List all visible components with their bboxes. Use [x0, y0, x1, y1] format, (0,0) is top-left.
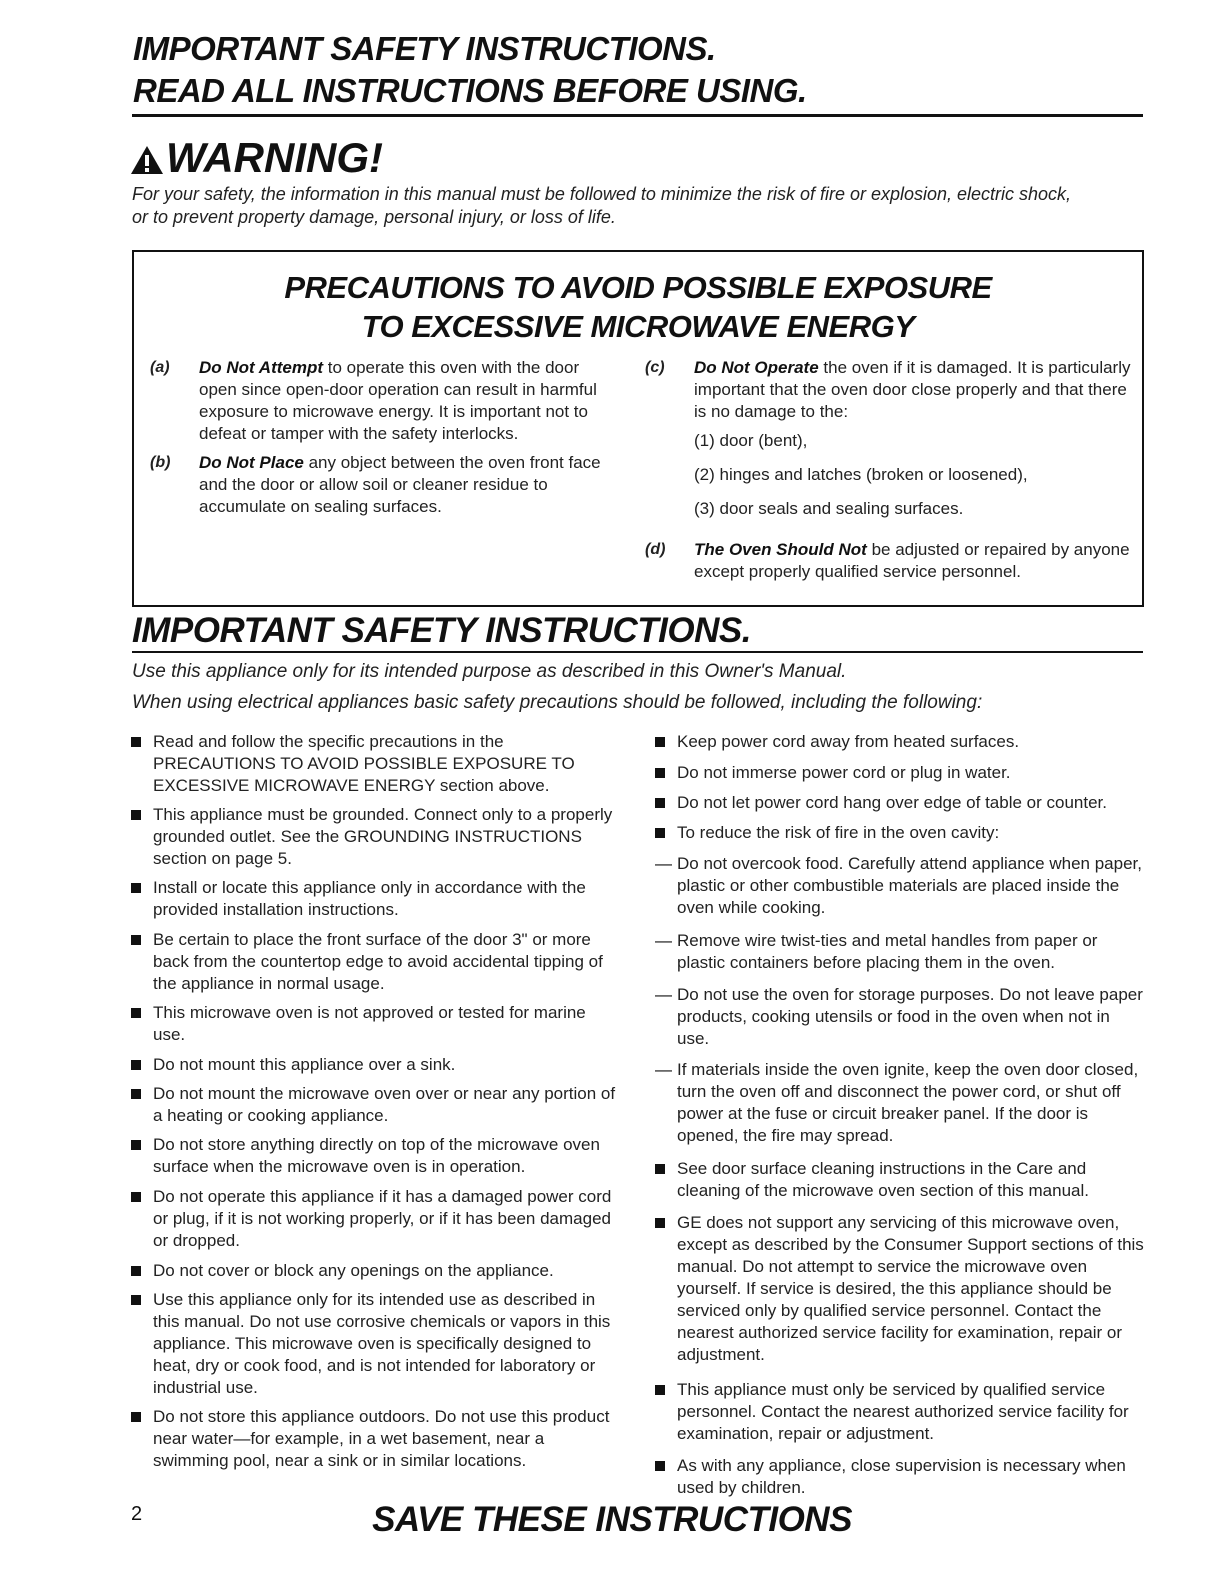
safety-sub-item: — Do not use the oven for storage purposes. Do not leave paper products, cooking utensils or food in the oven when not in use. [655, 985, 1143, 1048]
bullet-square-icon [131, 1089, 141, 1099]
precaution-text [694, 357, 1140, 423]
bullet-square-icon [131, 1266, 141, 1276]
bullet-square-icon [131, 1008, 141, 1018]
safety-list-item: GE does not support any servicing of this microwave oven, except as described by the Consumer Support sections of this manual. Do not attempt to service the microwave oven yourself. If service is desired, the this appliance should be serviced only by qualified service personnel. Contact the nearest authorized service facility for examination, repair or adjustment. [655, 1212, 1145, 1366]
dash-icon: — [655, 1060, 672, 1079]
precaution-letter: (c) [645, 359, 665, 376]
precaution-body: be adjusted or repaired by anyone except properly qualified service personnel. [694, 540, 1130, 581]
dash-icon: — [655, 854, 672, 873]
warning-heading [130, 133, 383, 183]
bullet-square-icon [131, 1295, 141, 1305]
safety-list-item: See door surface cleaning instructions in the Care and cleaning of the microwave oven section of this manual. [655, 1158, 1145, 1202]
warning-title: WARNING! [166, 134, 383, 181]
bullet-square-icon [131, 1412, 141, 1422]
bullet-square-icon [655, 1164, 665, 1174]
warning-triangle-icon [130, 144, 164, 176]
precaution-item [150, 452, 620, 522]
precaution-lead: The Oven Should Not [694, 540, 867, 559]
precaution-item [645, 357, 1140, 427]
precaution-text [694, 539, 1140, 583]
bullet-square-icon [655, 737, 665, 747]
header-title-line2: READ ALL INSTRUCTIONS BEFORE USING. [133, 72, 807, 109]
bullet-square-icon [655, 768, 665, 778]
precautions-title-line1: PRECAUTIONS TO AVOID POSSIBLE EXPOSURE [284, 270, 992, 305]
precaution-body: the oven if it is damaged. It is particularly important that the oven door close properly and that there is no damage to the: [694, 358, 1131, 421]
precaution-item [150, 357, 620, 447]
bullet-square-icon [131, 1192, 141, 1202]
safety-list-item: Keep power cord away from heated surfaces. [655, 731, 1145, 753]
safety-list-item: Be certain to place the front surface of the door 3" or more back from the countertop edge to avoid accidental tipping of the appliance in normal usage. [131, 929, 621, 995]
safety-list-item: Do not mount this appliance over a sink. [131, 1054, 621, 1076]
safety-sub-item: — Remove wire twist-ties and metal handles from paper or plastic containers before placing them in the oven. [655, 931, 1098, 972]
precaution-lead: Do Not Attempt [199, 358, 324, 377]
header-title-line1: IMPORTANT SAFETY INSTRUCTIONS. [133, 30, 716, 67]
precautions-title-line2: TO EXCESSIVE MICROWAVE ENERGY [361, 309, 915, 344]
precaution-text [199, 357, 621, 445]
safety-list-item: Do not mount the microwave oven over or near any portion of a heating or cooking appliance. [131, 1083, 621, 1127]
safety-list-item: This appliance must be grounded. Connect only to a properly grounded outlet. See the GROUNDING INSTRUCTIONS section on page 5. [131, 804, 621, 870]
damage-sub-item: (1) door (bent), [694, 431, 808, 450]
safety-list-item: Do not cover or block any openings on the appliance. [131, 1260, 621, 1282]
safety-list-item: As with any appliance, close supervision is necessary when used by children. [655, 1455, 1145, 1499]
bullet-square-icon [131, 1140, 141, 1150]
bullet-square-icon [131, 737, 141, 747]
safety-list-item: Do not let power cord hang over edge of table or counter. [655, 792, 1145, 814]
dash-icon: — [655, 985, 672, 1004]
damage-sub-item: (3) door seals and sealing surfaces. [694, 499, 964, 518]
damage-sub-item: (2) hinges and latches (broken or loosened), [694, 465, 1028, 484]
precaution-letter: (d) [645, 541, 666, 558]
safety-list-item: Read and follow the specific precautions in the PRECAUTIONS TO AVOID POSSIBLE EXPOSURE TO EXCESSIVE MICROWAVE ENERGY section above. [131, 731, 621, 797]
safety-sub-item: — Do not overcook food. Carefully attend appliance when paper, plastic or other combustible materials are placed inside the oven while cooking. [655, 854, 1142, 917]
bullet-square-icon [131, 935, 141, 945]
bullet-square-icon [655, 1385, 665, 1395]
dash-icon: — [655, 931, 672, 950]
safety-instructions-title: IMPORTANT SAFETY INSTRUCTIONS. [132, 611, 751, 650]
safety-list-item: Install or locate this appliance only in accordance with the provided installation instructions. [131, 877, 621, 921]
safety-list-item: Do not operate this appliance if it has a damaged power cord or plug, if it is not working properly, or if it has been damaged or dropped. [131, 1186, 621, 1252]
bullet-square-icon [131, 1060, 141, 1070]
bullet-square-icon [131, 810, 141, 820]
save-instructions-footer: SAVE THESE INSTRUCTIONS [372, 1500, 852, 1539]
precaution-lead: Do Not Place [199, 453, 304, 472]
warning-intro-line1: For your safety, the information in this manual must be followed to minimize the risk of fire or explosion, electric shock, [132, 184, 1072, 204]
safety-lead-line2: When using electrical appliances basic safety precautions should be followed, including the following: [132, 692, 983, 713]
precaution-item [645, 539, 1140, 587]
precaution-letter: (a) [150, 359, 170, 376]
bullet-square-icon [131, 883, 141, 893]
bullet-square-icon [655, 798, 665, 808]
bullet-square-icon [655, 1461, 665, 1471]
safety-lead-line1: Use this appliance only for its intended purpose as described in this Owner's Manual. [132, 661, 847, 682]
safety-list-item: Do not store this appliance outdoors. Do not use this product near water—for example, in a wet basement, near a swimming pool, near a sink or in similar locations. [131, 1406, 621, 1472]
safety-list-item: This microwave oven is not approved or tested for marine use. [131, 1002, 621, 1046]
safety-list-item: Do not store anything directly on top of the microwave oven surface when the microwave oven is in operation. [131, 1134, 621, 1178]
safety-rule [132, 651, 1143, 653]
precaution-text [199, 452, 621, 518]
bullet-square-icon [655, 1218, 665, 1228]
safety-sub-item: — If materials inside the oven ignite, keep the oven door closed, turn the oven off and disconnect the power cord, or shut off power at the fuse or circuit breaker panel. If the door is opened, the fire may spread. [655, 1060, 1139, 1145]
bullet-square-icon [655, 828, 665, 838]
warning-intro-line2: or to prevent property damage, personal injury, or loss of life. [132, 207, 616, 227]
header-rule [132, 114, 1143, 117]
precaution-body: any object between the oven front face and the door or allow soil or cleaner residue to accumulate on sealing surfaces. [199, 453, 601, 516]
safety-list-item: Do not immerse power cord or plug in water. [655, 762, 1145, 784]
precaution-letter: (b) [150, 454, 171, 471]
precaution-lead: Do Not Operate [694, 358, 819, 377]
safety-list-item: This appliance must only be serviced by qualified service personnel. Contact the nearest authorized service facility for examination, repair or adjustment. [655, 1379, 1145, 1445]
precaution-body: to operate this oven with the door open since open-door operation can result in harmful exposure to microwave energy. It is important not to defeat or tamper with the safety interlocks. [199, 358, 597, 443]
page-number: 2 [131, 1503, 143, 1525]
safety-list-item: To reduce the risk of fire in the oven cavity: [655, 822, 1145, 844]
safety-list-item: Use this appliance only for its intended use as described in this manual. Do not use corrosive chemicals or vapors in this appliance. This microwave oven is specifically designed to heat, dry or cook food, and is not intended for laboratory or industrial use. [131, 1289, 621, 1399]
